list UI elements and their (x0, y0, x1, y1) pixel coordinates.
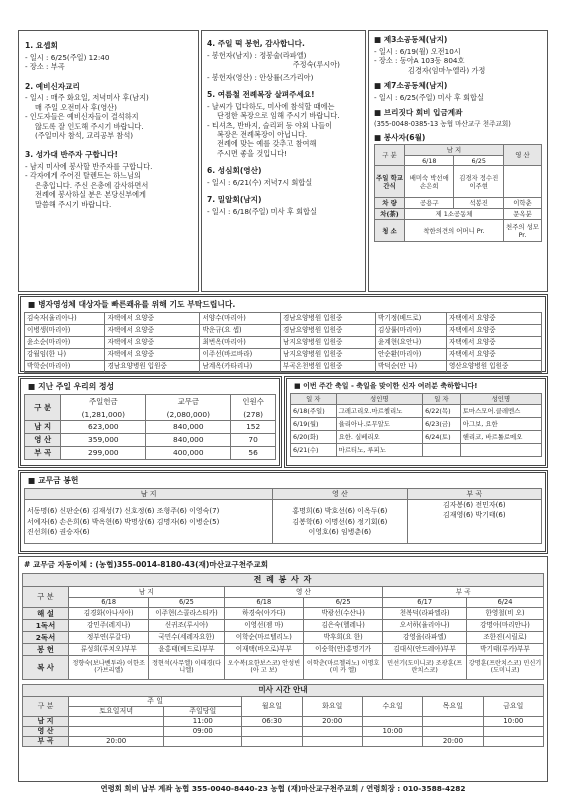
table-header: 6/17 (383, 597, 467, 607)
table-cell (503, 166, 541, 198)
section-title: ■ 병자영성체 대상자들 빠른쾌유를 위해 기도 부탁드립니다. (28, 300, 542, 310)
table-cell (302, 737, 362, 747)
table-header: 6/25 (149, 597, 224, 607)
notice-line: 전례에 맞는 예를 갖추고 참여해 (217, 139, 317, 149)
table-cell: 김경자 정수진 이주현 (454, 166, 503, 198)
table-cell: 경남요양병원 입원중 (280, 313, 375, 325)
table-header: 토요일저녁 (69, 706, 164, 716)
table-cell: 자택에서 요양중 (105, 325, 200, 337)
table-cell: 6/25 (454, 156, 503, 166)
table-row (25, 447, 276, 460)
table-cell: 토마스모어.클레멘스 (460, 405, 541, 418)
liturgy-section (18, 556, 548, 782)
table-row (291, 444, 542, 457)
table-cell: 6/23(금) (423, 418, 461, 431)
notice-line: - 장소 : 부곡 (25, 62, 65, 72)
notice-line: 은총입니다. 주신 은총에 감사하면서 (35, 180, 149, 190)
notice-title: ■ 제7소공동체(남지) (374, 81, 542, 91)
table-row (23, 607, 544, 619)
table-cell: 70 (231, 434, 276, 447)
table-row-label: 차(茶) (375, 209, 405, 220)
table-cell: 840,000 (146, 421, 231, 434)
table-cell: 09:00 (164, 727, 242, 737)
table-cell: 남계옥(카타리나) (200, 361, 280, 373)
tithe-line: 이영호(6) 임병춘(6) (308, 527, 372, 536)
table-cell (69, 717, 164, 727)
notice-column-3 (368, 30, 548, 292)
table-cell: 자택에서 요양중 (446, 337, 541, 349)
notice-title: 7. 밀알회(남지) (207, 195, 262, 205)
table-cell (362, 717, 422, 727)
table-cell (423, 727, 483, 737)
table-header: 주 일 (69, 696, 242, 706)
table-cell: 해 설 (23, 607, 69, 619)
table-cell: 6/21(수) (291, 444, 337, 457)
table-header: 주일당일 (164, 706, 242, 716)
table-cell: 강월임(한 나) (25, 349, 105, 361)
notice-line: 주시면 좋을 것입니다! (217, 148, 287, 158)
tithe-section (18, 470, 548, 554)
tithe-line: 홍명희(6) 박호선(6) 이옥두(6) (292, 507, 388, 516)
table-cell: 석봉진 (454, 198, 503, 209)
notice-column-1 (18, 30, 199, 292)
table-cell: 359,000 (61, 434, 146, 447)
table-cell: 정향숙(보나벤투라) 이한조(가브리엘) (69, 655, 149, 679)
table-row (25, 313, 542, 325)
volunteer-table (374, 144, 542, 242)
notice-line: - 일시 : 6/25(주일) 12:40 (25, 52, 110, 62)
table-cell: 부 곡 (23, 737, 69, 747)
table-header: 남 지 (25, 489, 273, 500)
table-cell: 56 (231, 447, 276, 460)
table-row (291, 405, 542, 418)
table-cell: 박덕순(안 나) (375, 361, 446, 373)
table-cell: 자택에서 요양중 (105, 337, 200, 349)
table-cell: 신귀조(루시아) (149, 619, 224, 631)
table-header: 영 산 (224, 586, 383, 597)
notice-title: ■ 봉사자(6월) (374, 133, 542, 143)
table-cell (483, 737, 543, 747)
table-header: 인원수 (231, 395, 276, 409)
table-cell (302, 727, 362, 737)
table-cell (423, 444, 461, 457)
table-cell: (2,080,000) (146, 409, 231, 421)
table-cell: 경남요양병원 입원중 (105, 361, 200, 373)
notice-line: 복장은 전례복장이 아닙니다. (217, 129, 308, 139)
table-cell: 복 사 (23, 655, 69, 679)
table-cell: 조한진(시릴로) (467, 631, 544, 643)
tithe-line: 김재영(6) 박기태(6) (442, 511, 506, 520)
table-header: 월요일 (242, 696, 302, 716)
table-row (25, 434, 276, 447)
notice-title: 2. 예비신자교리 (25, 81, 80, 91)
table-row (23, 655, 544, 679)
table-header: 교무금 (146, 395, 231, 409)
table-header: 구 분 (23, 586, 69, 607)
offering-section (18, 376, 282, 468)
table-header: 6/18 (69, 597, 149, 607)
table-cell: 6/20(화) (291, 431, 337, 444)
section-title: ■ 교무금 봉헌 (28, 476, 542, 486)
notice-line: - 티셔츠, 반바지, 슬리퍼 등 야외 나들이 (207, 120, 333, 130)
table-row (23, 717, 544, 727)
table-cell: 김대식(안드레아)부부 (383, 643, 467, 655)
table-row (23, 631, 544, 643)
notice-title: 1. 요셉회 (25, 41, 58, 50)
table-row (23, 737, 544, 747)
feast-day-section (284, 376, 548, 468)
tithe-line: 서동명(6) 신판순(6) 김재성(7) 신호정(6) 조형주(6) 이영숙(7) (27, 507, 220, 516)
table-row-label: 차 량 (375, 198, 405, 209)
table-cell: 자택에서 요양중 (446, 325, 541, 337)
transfer-account: # 교무금 자동이체 : (농협)355-0014-8180-43(재)마산교구천주교회 (24, 560, 269, 569)
table-cell: 정부연(루갈다) (69, 631, 149, 643)
section-title: ■ 지난 주일 우리의 정성 (28, 382, 276, 392)
notice-line: 전례에 봉사하실 분은 본당신부에게 (35, 190, 147, 200)
table-cell (273, 500, 407, 544)
section-title: ■ 이번 주간 축일 - 축일을 맞이한 신자 여러분 축하합니다! (294, 382, 542, 391)
table-cell: 남지요양병원 입원중 (280, 349, 375, 361)
table-cell: 강명아(마리안나) (467, 619, 544, 631)
table-cell: 10:00 (362, 727, 422, 737)
feast-day-table (290, 393, 542, 457)
table-cell: 299,000 (61, 447, 146, 460)
mass-time-table (22, 684, 544, 747)
table-header: 남 지 (405, 145, 504, 156)
table-cell: 20:00 (423, 737, 483, 747)
table-cell: 2독서 (23, 631, 69, 643)
table-cell: 20:00 (69, 737, 164, 747)
notice-line: - 각자에게 주어진 탈렌트는 하느님의 (25, 171, 141, 181)
table-header: 6/18 (224, 597, 303, 607)
notice-line: - 봉헌자(영산) : 안상률(즈가리아) (207, 72, 314, 82)
table-cell: 그레고리오.마르첼리노 (336, 405, 423, 418)
notice-line: - 날씨가 덥다하도, 미사에 참석할 때에는 (207, 101, 335, 111)
table-cell: 박후희(요 한) (303, 631, 382, 643)
table-header: 구 분 (25, 395, 61, 421)
table-cell: 남 지 (25, 421, 61, 434)
table-cell: 정현석(사무엘) 이태경(다니엘) (149, 655, 224, 679)
notice-title: 5. 여름철 전례복장 살펴주세요! (207, 89, 315, 99)
notice-title: 4. 주일 떡 봉헌, 감사합니다. (207, 39, 305, 48)
table-cell: 자택에서 요양중 (105, 349, 200, 361)
table-cell: 이재택(바오로)부부 (224, 643, 303, 655)
table-cell (423, 717, 483, 727)
notice-line: 김경자(임마누엘라) 가정 (408, 65, 486, 75)
table-header: 화요일 (302, 696, 362, 716)
table-cell: 남 지 (23, 717, 69, 727)
table-row (23, 643, 544, 655)
notice-line: 않도록 잘 인도해 주시기 바랍니다. (35, 121, 144, 131)
notice-line: - 일시 : 매주 화요일, 저녁미사 후(남지) (25, 93, 149, 103)
table-header: 주일헌금 (61, 395, 146, 409)
table-header: 일 자 (423, 394, 461, 405)
table-cell: 6/19(월) (291, 418, 337, 431)
table-cell (242, 727, 302, 737)
table-cell: 문옥분 (503, 209, 541, 220)
table-cell: 경남요양병원 입원중 (280, 325, 375, 337)
table-cell: 06:30 (242, 717, 302, 727)
table-header: 구 분 (375, 145, 405, 166)
notice-title: 3. 성가대 반주자 구합니다! (25, 150, 118, 160)
table-header: 목요일 (423, 696, 483, 716)
table-cell: 623,000 (61, 421, 146, 434)
table-cell: 남지요양병원 입원중 (280, 337, 375, 349)
table-cell: 840,000 (146, 434, 231, 447)
table-header: 6/25 (303, 597, 382, 607)
table-row (291, 418, 542, 431)
table-cell: 강명훈(프란치스코) 민신기(도미니코) (467, 655, 544, 679)
table-cell: 공용구 (405, 198, 454, 209)
table-cell: 이학춘 (503, 198, 541, 209)
table-header: 성인명 (336, 394, 423, 405)
notice-line: - 봉헌자(남지) : 정봉술(라파엘) (207, 50, 307, 60)
table-row (25, 361, 542, 373)
table-header: 부 곡 (383, 586, 544, 597)
table-title: 미사 시간 안내 (23, 684, 544, 696)
table-cell: 윤소순(마리아) (25, 337, 105, 349)
table-cell: 윤계현(요안나) (375, 337, 446, 349)
notice-line: - 일시 : 6/25(주일) 미사 후 회합실 (374, 92, 484, 102)
table-cell: 1독서 (23, 619, 69, 631)
table-header: 남 지 (69, 586, 225, 597)
table-header: 영 산 (273, 489, 407, 500)
tithe-line: 진선희(6) 권승자(6) (27, 527, 90, 536)
table-cell (362, 737, 422, 747)
table-cell: 영산요양병원 입원중 (446, 361, 541, 373)
table-cell: 박광선(수산나) (303, 607, 382, 619)
table-cell: 박학순(마리아) (25, 361, 105, 373)
table-row-label: 주일 학교 간식 (375, 166, 405, 198)
table-cell: 김상률(마리아) (375, 325, 446, 337)
table-cell: 박기태(루카)부부 (467, 643, 544, 655)
table-cell: 아그보, 요한 (460, 418, 541, 431)
table-row (25, 349, 542, 361)
table-cell: 봉 헌 (23, 643, 69, 655)
table-cell: 마르티노, 루피노 (336, 444, 423, 457)
table-cell: 김숙자(율리아나) (25, 313, 105, 325)
table-cell: 400,000 (146, 447, 231, 460)
table-cell: (1,281,000) (61, 409, 146, 421)
notice-line: 말씀해 주시기 바랍니다. (35, 199, 112, 209)
notice-line: - 일시 : 6/18(주일) 미사 후 회합실 (207, 207, 317, 217)
table-cell: 이숭학(안)홍명기가 (303, 643, 382, 655)
tithe-line: 김봉학(6) 이명선(6) 정기회(6) (292, 517, 388, 526)
table-cell: 김은숙(헬레나) (303, 619, 382, 631)
table-cell: 6/18 (405, 156, 454, 166)
table-cell: 국민수(세레자요한) (149, 631, 224, 643)
table-cell: 안순환(마리아) (375, 349, 446, 361)
table-header: 구 분 (23, 696, 69, 716)
table-cell: 배미숙 박선애 손은희 (405, 166, 454, 198)
table-cell: 율리아나.로무알도 (336, 418, 423, 431)
table-cell: 이병생(마리아) (25, 325, 105, 337)
table-cell: 천복덕(라파엘라) (383, 607, 467, 619)
table-cell (242, 737, 302, 747)
table-header: 수요일 (362, 696, 422, 716)
table-cell: 부곡온천병원 입원중 (280, 361, 375, 373)
table-cell: 6/18(주일) (291, 405, 337, 418)
table-cell: 자택에서 요양중 (105, 313, 200, 325)
notice-column-2 (201, 30, 366, 292)
table-cell: 요한. 실베리오 (336, 431, 423, 444)
table-cell: 오수복(요한보스코) 안성빈(아 고 보) (224, 655, 303, 679)
notice-line: 단정한 복장으로 임해 주시기 바랍니다. (217, 111, 340, 121)
table-cell: 이주선(바르바라) (200, 349, 280, 361)
table-cell: 부 곡 (25, 447, 61, 460)
table-cell: 착한의견의 어머니 Pr. (405, 220, 504, 242)
table-cell (164, 737, 242, 747)
notice-line: - 일시 : 6/19(월) 오전10시 (374, 46, 461, 56)
notice-line: 주정숙(루시아) (292, 60, 340, 70)
table-cell: 6/22(목) (423, 405, 461, 418)
table-header: 부 곡 (407, 489, 541, 500)
table-cell: 이학춘(마르첼리노) 이명호(미 카 엘) (303, 655, 382, 679)
table-header: 영 산 (503, 145, 541, 166)
table-cell: 11:00 (164, 717, 242, 727)
table-header: 일 자 (291, 394, 337, 405)
table-cell (25, 500, 273, 544)
table-row (23, 727, 544, 737)
table-cell: 민선기(도미니코) 조광훈(프란치스코) (383, 655, 467, 679)
sick-prayer-section (18, 294, 548, 374)
table-cell (460, 444, 541, 457)
table-cell: 최번옥(마리아) (200, 337, 280, 349)
offering-table (24, 394, 276, 460)
table-cell (483, 727, 543, 737)
table-header: 금요일 (483, 696, 543, 716)
table-cell: 한영철(비 오) (467, 607, 544, 619)
table-cell: 강민주(레지나) (69, 619, 149, 631)
notice-line: - 인도자들은 예비신자들이 결석하지 (25, 112, 139, 122)
footer-account: 연령회 회비 납부 계좌 농협 355-0040-8440-23 농협 (재)마산교구천주교회 / 연령회장 : 010-3588-4282 (100, 784, 466, 793)
table-cell: 이주현(스콜라스티카) (149, 607, 224, 619)
table-cell: 20:00 (302, 717, 362, 727)
table-cell: 하경숙(아가다) (224, 607, 303, 619)
table-cell (407, 500, 541, 544)
table-cell: 박기정(베드로) (375, 313, 446, 325)
table-cell (69, 727, 164, 737)
notice-line: - 장소 : 동아A 103동 804호 (374, 56, 465, 66)
table-row (25, 337, 542, 349)
notice-line: - 일시 : 6/21(수) 저녁7시 회합실 (207, 177, 313, 187)
table-cell: 강영을(라파엘) (383, 631, 467, 643)
table-row (23, 619, 544, 631)
table-cell: 서양수(마리아) (200, 313, 280, 325)
table-cell: 영 산 (25, 434, 61, 447)
table-cell: 자택에서 요양중 (446, 313, 541, 325)
notice-title: 6. 성심회(영산) (207, 165, 262, 175)
table-cell: 영 산 (23, 727, 69, 737)
liturgy-volunteer-table (22, 573, 544, 680)
table-header: 성인명 (460, 394, 541, 405)
table-row-label: 청 소 (375, 220, 405, 242)
table-row (291, 431, 542, 444)
table-cell: 김경화(아나사아) (69, 607, 149, 619)
table-cell: 제 1소공동체 (405, 209, 504, 220)
table-header: 6/24 (467, 597, 544, 607)
table-cell: 헨리코, 바르톨로메오 (460, 431, 541, 444)
table-cell: 152 (231, 421, 276, 434)
notice-line: 매 주일 오전미사 후(영산) (35, 102, 117, 112)
table-cell: 박운규(요 셉) (200, 325, 280, 337)
table-cell: 6/24(토) (423, 431, 461, 444)
table-cell: 자택에서 요양중 (446, 349, 541, 361)
table-cell: 류성희(루치오)부부 (69, 643, 149, 655)
sick-list-table (24, 312, 542, 373)
table-title: 전 례 봉 사 자 (23, 573, 544, 586)
table-row (25, 325, 542, 337)
table-cell: 이영선(젬 마) (224, 619, 303, 631)
table-cell: 10:00 (483, 717, 543, 727)
notice-title: ■ 제3소공동체(남지) (374, 35, 542, 45)
notice-line: (355-0048-0385-13 농협 마산교구 천주교회) (374, 120, 511, 129)
notice-title: ■ 브리짓다 회비 입금계좌 (374, 108, 542, 118)
table-cell: 윤홍태(베드로)부부 (149, 643, 224, 655)
tithe-line: 서예자(6) 손은희(6) 박옥현(6) 박명상(6) 김명자(6) 이병순(5) (27, 517, 220, 526)
notice-line: - 남지 미사에 봉사할 반주자를 구합니다. (25, 162, 153, 172)
table-cell: 오서하(율리아나) (383, 619, 467, 631)
table-row (25, 421, 276, 434)
tithe-line: 김자봉(6) 전민자(6) (442, 501, 506, 510)
table-cell: 이학순(마르텔리노) (224, 631, 303, 643)
notice-line: (주일미사 참석, 교리공부 참석) (35, 130, 134, 140)
table-cell: (278) (231, 409, 276, 421)
tithe-table (24, 488, 542, 544)
table-cell: 천주의 성모 Pr. (503, 220, 541, 242)
